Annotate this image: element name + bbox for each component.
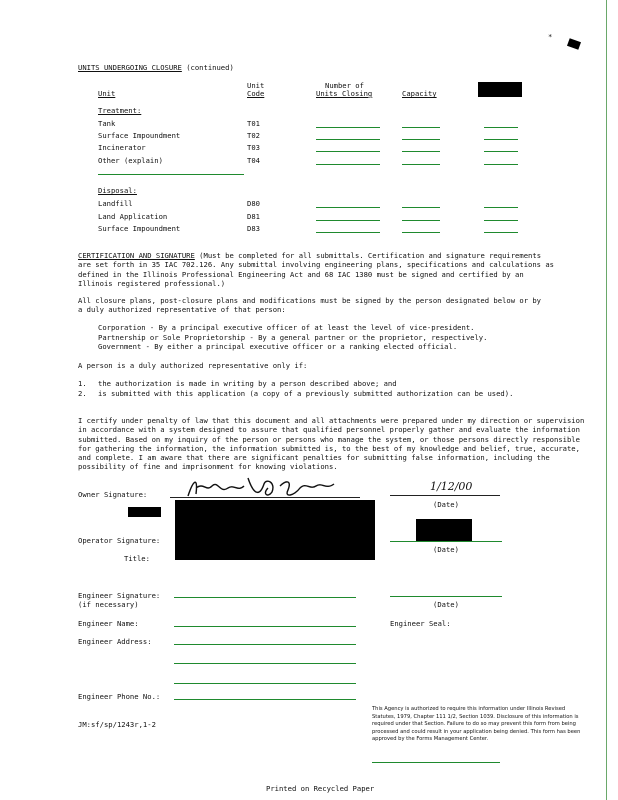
other-explain-line[interactable]: [98, 174, 244, 175]
number-field-line[interactable]: [316, 151, 380, 152]
disposal-row-unit: Land Application: [98, 212, 168, 221]
disposal-row-code: D81: [247, 212, 260, 221]
col-header-number-1: Number of: [325, 81, 364, 90]
capacity-field-line[interactable]: [402, 207, 440, 208]
redaction-block: [128, 507, 161, 517]
treatment-row-code: T04: [247, 156, 260, 165]
section-title: UNITS UNDERGOING CLOSURE: [78, 63, 182, 72]
number-field-line[interactable]: [316, 220, 380, 221]
owner-signature-label: Owner Signature:: [78, 490, 148, 499]
col-header-number-2: Units Closing: [316, 89, 373, 98]
capacity-field-line[interactable]: [402, 164, 440, 165]
col-header-capacity: Capacity: [402, 89, 437, 98]
owner-date-label: (Date): [433, 500, 459, 509]
duly-authorized-text: A person is a duly authorized representative only if:: [78, 361, 308, 370]
capacity-field-line[interactable]: [402, 232, 440, 233]
operator-date-line[interactable]: [390, 541, 502, 542]
section-title-suffix: (continued): [186, 63, 234, 72]
disposal-row-code: D83: [247, 224, 260, 233]
disposal-row-unit: Landfill: [98, 199, 133, 208]
condition-num: 2.: [78, 389, 87, 398]
corner-asterisk: *: [548, 32, 553, 41]
owner-signed-date: 1/12/00: [430, 480, 473, 493]
scan-edge-line: [606, 0, 607, 800]
treatment-row-unit: Tank: [98, 119, 116, 128]
extra-field-line[interactable]: [484, 151, 518, 152]
col-header-unit-code-2: Code: [247, 89, 265, 98]
certification-intro-block: [78, 251, 558, 288]
certification-heading: CERTIFICATION AND SIGNATURE: [78, 251, 195, 260]
engineer-signature-line[interactable]: [174, 597, 356, 598]
engineer-seal-label: Engineer Seal:: [390, 619, 451, 628]
number-field-line[interactable]: [316, 127, 380, 128]
disposal-heading: Disposal:: [98, 186, 137, 195]
engineer-signature-note: (if necessary): [78, 600, 139, 609]
treatment-row-code: T01: [247, 119, 260, 128]
disclosure-rule: [372, 762, 500, 763]
corner-ink-mark: [567, 38, 581, 50]
condition-num: 1.: [78, 379, 87, 388]
person-corporation: Corporation - By a principal executive officer of at least the level of vice-president.: [98, 323, 475, 332]
engineer-date-line[interactable]: [390, 596, 502, 597]
treatment-row-unit: Other (explain): [98, 156, 163, 165]
number-field-line[interactable]: [316, 207, 380, 208]
section-title-row: [78, 63, 234, 72]
condition-text: is submitted with this application (a copy of a previously submitted authorization can be used).: [98, 389, 514, 398]
person-government: Government - By either a principal executive officer or a ranking elected official.: [98, 342, 458, 351]
treatment-heading: Treatment:: [98, 106, 142, 115]
extra-field-line[interactable]: [484, 220, 518, 221]
disclosure-notice: This Agency is authorized to require this information under Illinois Revised Statutes, 1979, Chapter 111 1/2, Section 1039. Disclosure of this information is required under that Section. Failure to do so may prevent this form from being processed and could result in your application being denied. This form has been approved by the Forms Management Center.: [372, 706, 581, 743]
certification-intro: (Must be completed for all submittals. Certification and signature requirements are set forth in 35 IAC 702.126. Any submittal involving engineering plans, specifications and calculations as defined in the Illinois Professional Engineering Act and 68 IAC 1380 must be signed and certified by an Illinois registered professional.): [78, 251, 554, 288]
owner-signature-line[interactable]: [170, 497, 360, 498]
number-field-line[interactable]: [316, 164, 380, 165]
redaction-block: [175, 500, 375, 560]
disposal-row-code: D80: [247, 199, 260, 208]
engineer-address-line[interactable]: [174, 683, 356, 684]
engineer-signature-label: Engineer Signature:: [78, 591, 161, 600]
capacity-field-line[interactable]: [402, 220, 440, 221]
engineer-name-line[interactable]: [174, 626, 356, 627]
extra-field-line[interactable]: [484, 139, 518, 140]
treatment-row-code: T03: [247, 143, 260, 152]
treatment-row-unit: Surface Impoundment: [98, 131, 181, 140]
operator-date-label: (Date): [433, 545, 459, 554]
number-field-line[interactable]: [316, 232, 380, 233]
extra-field-line[interactable]: [484, 164, 518, 165]
redaction-block: [416, 519, 472, 541]
redaction-header: [478, 82, 522, 97]
form-code: JM:sf/sp/1243r,1-2: [78, 720, 156, 729]
extra-field-line[interactable]: [484, 207, 518, 208]
engineer-address-line[interactable]: [174, 663, 356, 664]
engineer-date-label: (Date): [433, 600, 459, 609]
engineer-address-label: Engineer Address:: [78, 637, 152, 646]
treatment-row-code: T02: [247, 131, 260, 140]
disposal-row-unit: Surface Impoundment: [98, 224, 181, 233]
number-field-line[interactable]: [316, 139, 380, 140]
person-partnership: Partnership or Sole Proprietorship - By a general partner or the proprietor, respectively.: [98, 333, 488, 342]
closure-plans-text: All closure plans, post-closure plans and modifications must be signed by the person designated below or by a duly authorized representative of that person:: [78, 296, 542, 315]
condition-text: the authorization is made in writing by a person described above; and: [98, 379, 397, 388]
engineer-phone-line[interactable]: [174, 699, 356, 700]
operator-signature-label: Operator Signature:: [78, 536, 161, 545]
printed-on-recycled: Printed on Recycled Paper: [266, 784, 375, 793]
col-header-unit-code-1: Unit: [247, 81, 265, 90]
capacity-field-line[interactable]: [402, 139, 440, 140]
owner-date-line[interactable]: [390, 495, 500, 496]
treatment-row-unit: Incinerator: [98, 143, 146, 152]
certification-statement: I certify under penalty of law that this document and all attachments were prepared under my direction or supervision in accordance with a system designed to assure that qualified personnel properly gather and evaluate the information submitted. Based on my inquiry of the person or persons who manage the system, or those persons directly responsible for gathering the information, the information submitted is, to the best of my knowledge and belief, true, accurate, and complete. I am aware that there are significant penalties for submitting false information, including the possibility of fine and imprisonment for knowing violations.: [78, 416, 585, 472]
engineer-name-label: Engineer Name:: [78, 619, 139, 628]
engineer-phone-label: Engineer Phone No.:: [78, 692, 161, 701]
extra-field-line[interactable]: [484, 127, 518, 128]
capacity-field-line[interactable]: [402, 151, 440, 152]
extra-field-line[interactable]: [484, 232, 518, 233]
title-label: Title:: [124, 554, 150, 563]
capacity-field-line[interactable]: [402, 127, 440, 128]
col-header-unit: Unit: [98, 89, 116, 98]
engineer-address-line[interactable]: [174, 644, 356, 645]
